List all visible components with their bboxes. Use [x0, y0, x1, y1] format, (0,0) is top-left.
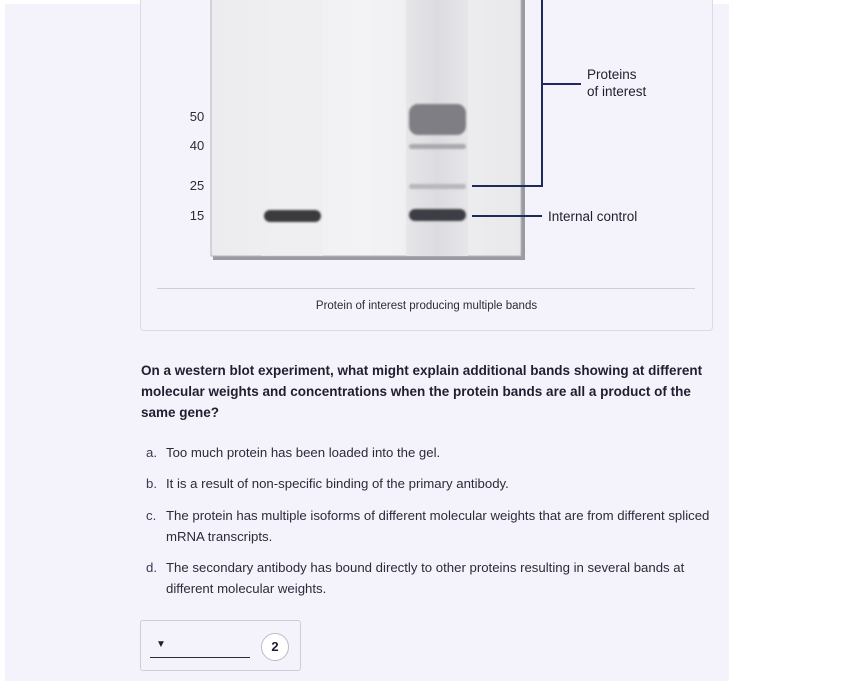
option-text: Too much protein has been loaded into the gel. [166, 445, 441, 460]
ladder-label-15: 15 [189, 208, 205, 223]
band-lane2-40 [409, 144, 466, 149]
option-letter: c. [146, 508, 157, 523]
band-lane2-large [409, 104, 466, 135]
ladder-label-50: 50 [189, 109, 205, 124]
option-letter: d. [146, 560, 157, 575]
answer-dropdown[interactable] [150, 635, 250, 658]
option-letter: a. [146, 445, 157, 460]
option-text: It is a result of non-specific binding of the primary antibody. [166, 476, 509, 491]
label-proteins-of-interest-1: Proteins [587, 67, 637, 82]
option-letter: b. [146, 476, 157, 491]
answer-box [140, 620, 301, 671]
label-proteins-of-interest-2: of interest [587, 84, 647, 99]
question-text: On a western blot experiment, what might explain additional bands showing at different molecular weights and concentrations when the protein bands are all a product of the same gene? [141, 363, 703, 420]
band-lane1-15 [264, 210, 321, 222]
figure-caption: Protein of interest producing multiple bands [315, 300, 538, 312]
ladder-label-40: 40 [189, 138, 205, 153]
band-lane2-25 [409, 184, 466, 189]
right-gutter [729, 4, 851, 681]
ladder-label-25: 25 [189, 178, 205, 193]
band-lane2-15 [409, 209, 466, 221]
western-blot-figure [141, 0, 712, 288]
option-text: The protein has multiple isoforms of different molecular weights that are from different spliced mRNA transcripts. [166, 508, 710, 544]
gel [211, 0, 521, 256]
figure-divider [157, 288, 695, 289]
label-internal-control: Internal control [548, 209, 638, 224]
figure-card [140, 0, 713, 331]
question-number-badge: 2 [261, 633, 289, 661]
caret-down-icon: ▼ [156, 639, 166, 650]
option-text: The secondary antibody has bound directly to other proteins resulting in several bands at different molecular weights. [166, 560, 685, 596]
